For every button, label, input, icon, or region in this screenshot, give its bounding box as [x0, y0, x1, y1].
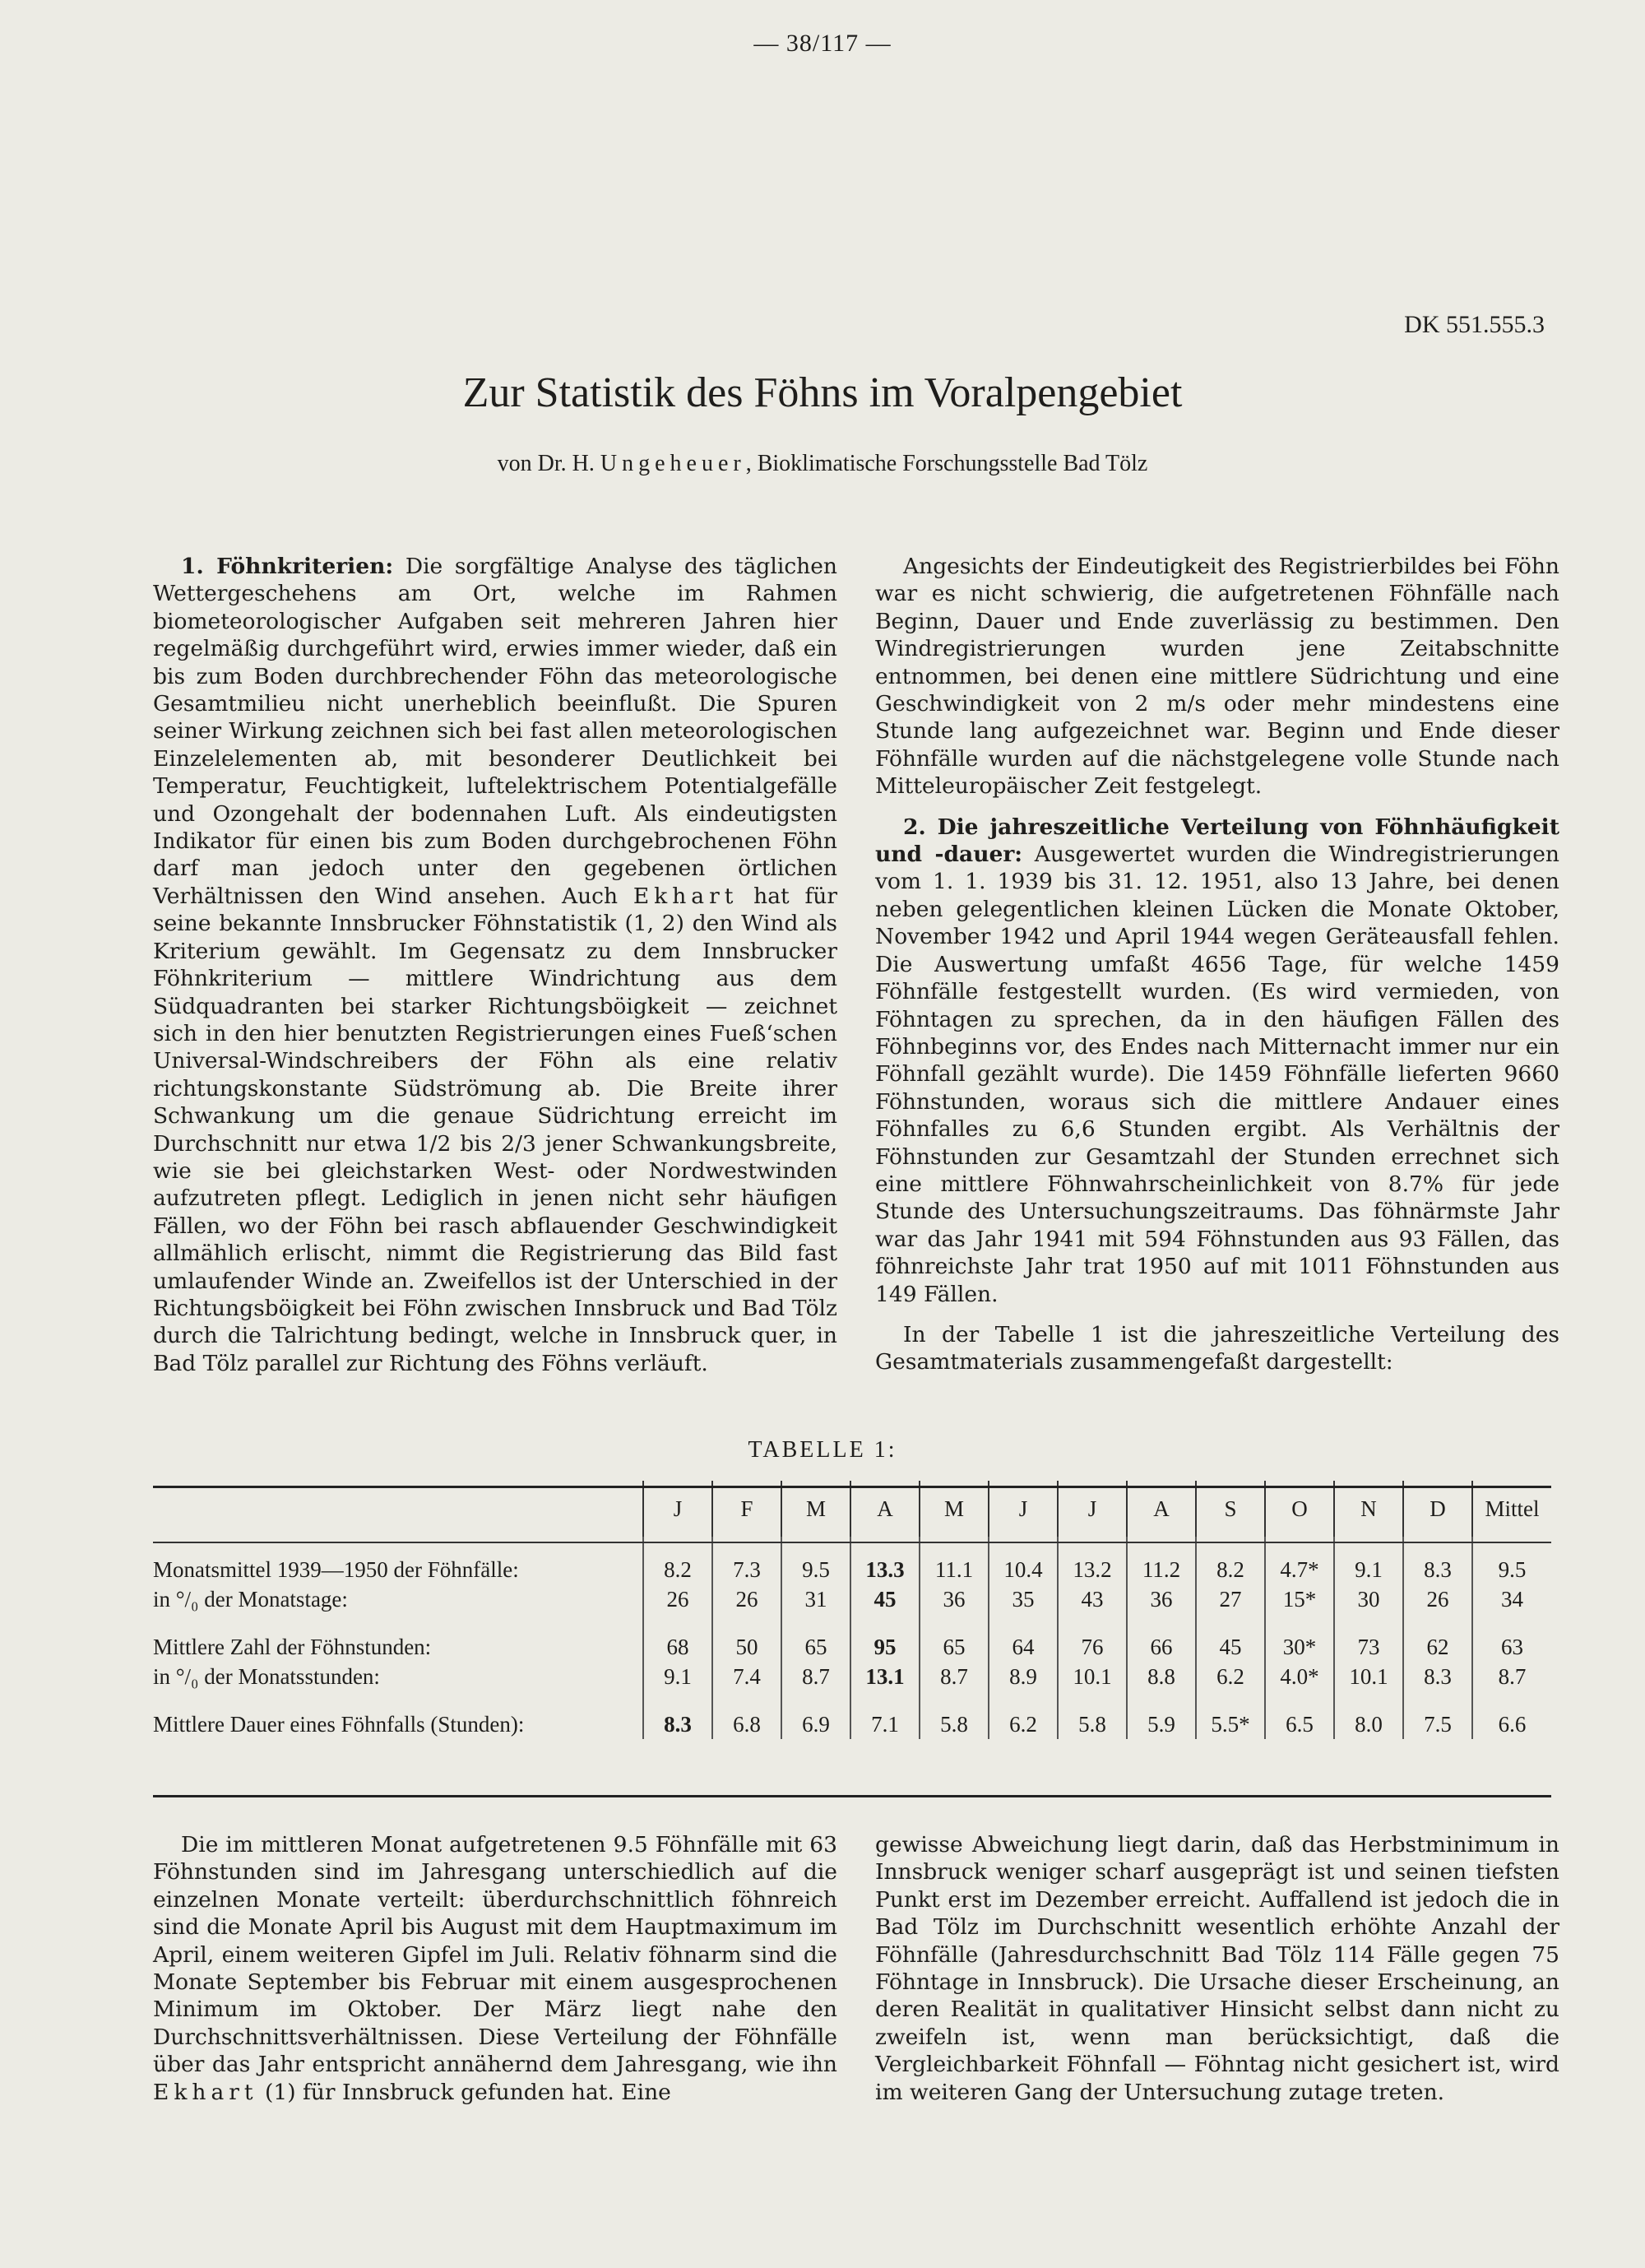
table-rule-top — [153, 1486, 1551, 1488]
table-cell: 68 — [643, 1632, 712, 1662]
table-cell: 66 — [1127, 1632, 1196, 1662]
table-cell: 45 — [1196, 1632, 1265, 1662]
table-cell: 6.5 — [1265, 1709, 1334, 1739]
table-cell: 30 — [1334, 1584, 1403, 1614]
spacer-cell — [781, 1691, 850, 1709]
table-cell: 7.4 — [712, 1662, 781, 1691]
table-1 — [153, 1481, 1551, 1739]
table-cell: 15* — [1265, 1584, 1334, 1614]
table-cell: 50 — [712, 1632, 781, 1662]
table-cell: 8.8 — [1127, 1662, 1196, 1691]
dk-classification: DK 551.555.3 — [1404, 311, 1545, 338]
month-header: D — [1403, 1481, 1472, 1537]
month-header: J — [643, 1481, 712, 1537]
table-cell: 8.2 — [1196, 1555, 1265, 1584]
spacer-cell — [153, 1614, 643, 1632]
table-cell: 8.2 — [643, 1555, 712, 1584]
table-cell: 13.2 — [1058, 1555, 1127, 1584]
spacer-cell — [1472, 1537, 1551, 1555]
paragraph: Angesichts der Eindeutigkeit des Registrierbildes bei Föhn war es nicht schwierig, die aufgetretenen Föhnfälle nach Beginn, Dauer und Ende zuverlässig zu bestimmen. Den Windregistrierungen wurden jene Zeitabschnitte entnommen, bei denen eine mittlere Südrichtung und eine Geschwindigkeit von 2 m/s oder mehr mindestens eine Stunde lang aufgezeichnet war. Beginn und Ende dieser Föhnfälle wurden auf die nächstgelegene volle Stunde nach Mitteleuropäischer Zeit festgelegt. — [875, 554, 1559, 800]
table-cell: 6.2 — [1196, 1662, 1265, 1691]
table-row — [153, 1709, 1551, 1739]
column-top-left — [153, 553, 837, 1390]
spacer-cell — [850, 1537, 920, 1555]
spacer-cell — [989, 1614, 1058, 1632]
table-cell: 5.8 — [1058, 1709, 1127, 1739]
spacer-cell — [920, 1691, 989, 1709]
table-cell: 11.1 — [920, 1555, 989, 1584]
spacer-cell — [1058, 1614, 1127, 1632]
spacer-cell — [643, 1537, 712, 1555]
table-cell: 8.7 — [920, 1662, 989, 1691]
spacer-cell — [1058, 1537, 1127, 1555]
spacer-cell — [1472, 1614, 1551, 1632]
table-rule-header — [153, 1542, 1551, 1543]
table-cell: 45 — [850, 1584, 920, 1614]
spacer-cell — [989, 1537, 1058, 1555]
table-rule-bottom — [153, 1795, 1551, 1797]
table-cell: 11.2 — [1127, 1555, 1196, 1584]
table-cell: 9.1 — [1334, 1555, 1403, 1584]
column-top-right — [875, 553, 1559, 1389]
table-cell: 31 — [781, 1584, 850, 1614]
month-header: A — [850, 1481, 920, 1537]
table-cell: 6.8 — [712, 1709, 781, 1739]
table-row — [153, 1632, 1551, 1662]
month-header: M — [920, 1481, 989, 1537]
table-cell: 5.5* — [1196, 1709, 1265, 1739]
spacer-cell — [712, 1537, 781, 1555]
spacer-cell — [1196, 1537, 1265, 1555]
mean-cell: 63 — [1472, 1632, 1551, 1662]
table-cell: 27 — [1196, 1584, 1265, 1614]
spacer-cell — [781, 1614, 850, 1632]
table-cell: 43 — [1058, 1584, 1127, 1614]
header-blank — [153, 1481, 643, 1537]
table-cell: 10.4 — [989, 1555, 1058, 1584]
row-label: Mittlere Zahl der Föhnstunden: — [153, 1634, 432, 1659]
spacer-cell — [1058, 1691, 1127, 1709]
table-cell: 5.8 — [920, 1709, 989, 1739]
table-body — [153, 1537, 1551, 1739]
month-header: F — [712, 1481, 781, 1537]
byline — [0, 451, 1645, 477]
row-label: in °/₀ der Monatsstunden: — [153, 1663, 380, 1689]
table-cell: 65 — [920, 1632, 989, 1662]
spacer-cell — [1127, 1614, 1196, 1632]
table-row — [153, 1662, 1551, 1691]
paragraph — [875, 814, 1559, 1308]
table-cell: 76 — [1058, 1632, 1127, 1662]
cited-author: Ekhart — [153, 2079, 258, 2105]
spacer-cell — [850, 1614, 920, 1632]
paragraph-text: (1) für Innsbruck gefunden hat. Eine — [257, 2079, 671, 2105]
spacer-cell — [153, 1691, 643, 1709]
table-row — [153, 1555, 1551, 1584]
row-label: Mittlere Dauer eines Föhnfalls (Stunden): — [153, 1711, 525, 1737]
table-cell: 9.5 — [781, 1555, 850, 1584]
paragraph-text: hat für seine bekannte Innsbrucker Föhnstatistik (1, 2) den Wind als Kriterium gewählt. Im Gegensatz zu dem Innsbrucker Föhnkriterium — mittlere Windrichtung aus dem Südquadranten bei starker Richtungsböigkeit — zeichnet sich in den hier benutzten Registrierungen eines Fueß‘schen Universal-Windschreibers der Föhn als eine relativ richtungskonstante Südströmung ab. Die Breite ihrer Schwankung um die genaue Südrichtung erreicht im Durchschnitt nur etwa 1/2 bis 2/3 jener Schwankungsbreite, wie sie bei gleichstarken West- oder Nordwestwinden aufzutreten pflegt. Lediglich in jenen nicht sehr häufigen Fällen, wo der Föhn bei rasch abflauender Geschwindigkeit allmählich erlischt, nimmt die Registrierung das Bild fast umlaufender Winde an. Zweifellos ist der Unterschied in der Richtungsböigkeit bei Föhn zwischen Innsbruck und Bad Tölz durch die Talrichtung bedingt, welche in Innsbruck quer, in Bad Tölz parallel zur Richtung des Föhns verläuft. — [153, 883, 837, 1376]
table-cell: 8.3 — [643, 1709, 712, 1739]
spacer-cell — [1334, 1691, 1403, 1709]
spacer-cell — [1472, 1691, 1551, 1709]
table-row — [153, 1584, 1551, 1614]
spacer-cell — [781, 1537, 850, 1555]
table-cell: 26 — [1403, 1584, 1472, 1614]
spacer-cell — [1265, 1537, 1334, 1555]
table-cell: 30* — [1265, 1632, 1334, 1662]
spacer-cell — [1403, 1691, 1472, 1709]
month-header: O — [1265, 1481, 1334, 1537]
column-bottom-left — [153, 1831, 837, 2119]
table-cell: 6.9 — [781, 1709, 850, 1739]
paragraph — [153, 553, 837, 1377]
spacer-cell — [920, 1537, 989, 1555]
table-cell: 26 — [712, 1584, 781, 1614]
table-cell: 8.3 — [1403, 1555, 1472, 1584]
mean-cell: 34 — [1472, 1584, 1551, 1614]
spacer-cell — [1127, 1691, 1196, 1709]
table-cell: 13.3 — [850, 1555, 920, 1584]
spacer-cell — [1265, 1614, 1334, 1632]
table-spacer-row — [153, 1691, 1551, 1709]
spacer-cell — [712, 1614, 781, 1632]
paragraph-text: Die sorgfältige Analyse des täglichen Wettergeschehens am Ort, welche im Rahmen biometeorologischer Aufgaben seit mehreren Jahren hier regelmäßig durchgeführt wird, erwies immer wieder, daß ein bis zum Boden durchbrechender Föhn das meteorologische Gesamtmilieu nicht unerheblich beeinflußt. Die Spuren seiner Wirkung zeichnen sich bei fast allen meteorologischen Einzelelementen ab, mit besonderer Deutlichkeit bei Temperatur, Feuchtigkeit, luftelektrischem Potentialgefälle und Ozongehalt der bodennahen Luft. Als eindeutigsten Indikator für einen bis zum Boden durchgebrochenen Föhn darf man jedoch unter den gegebenen örtlichen Verhältnissen den Wind ansehen. Auch — [153, 554, 837, 909]
byline-affiliation: , Bioklimatische Forschungsstelle Bad Tölz — [745, 451, 1148, 476]
spacer-cell — [712, 1691, 781, 1709]
paragraph: In der Tabelle 1 ist die jahreszeitliche Verteilung des Gesamtmaterials zusammengefaßt dargestellt: — [875, 1321, 1559, 1375]
month-header: A — [1127, 1481, 1196, 1537]
row-label: in °/₀ der Monatstage: — [153, 1586, 348, 1612]
table-cell: 6.2 — [989, 1709, 1058, 1739]
spacer-cell — [920, 1614, 989, 1632]
month-header: J — [1058, 1481, 1127, 1537]
month-header: S — [1196, 1481, 1265, 1537]
table-cell: 95 — [850, 1632, 920, 1662]
paragraph-text: Die im mittleren Monat aufgetretenen 9.5 Föhnfälle mit 63 Föhnstunden sind im Jahresgang unterschiedlich auf die einzelnen Monate verteilt: überdurchschnittlich föhnreich sind die Monate April bis August mit dem Hauptmaximum im April, einem weiteren Gipfel im Juli. Relativ föhnarm sind die Monate September bis Februar mit einem ausgesprochenen Minimum im Oktober. Der März liegt nahe den Durchschnittsverhältnissen. Diese Verteilung der Föhnfälle über das Jahr entspricht annähernd dem Jahresgang, wie ihn — [153, 1832, 837, 2078]
table-header-row — [153, 1481, 1551, 1537]
table-spacer-row — [153, 1614, 1551, 1632]
table-cell: 7.1 — [850, 1709, 920, 1739]
section-heading: 1. Föhnkriterien: — [181, 554, 394, 579]
spacer-cell — [989, 1691, 1058, 1709]
table-cell: 7.5 — [1403, 1709, 1472, 1739]
month-header: J — [989, 1481, 1058, 1537]
spacer-cell — [1127, 1537, 1196, 1555]
month-header: N — [1334, 1481, 1403, 1537]
mean-cell: 6.6 — [1472, 1709, 1551, 1739]
table-caption: TABELLE 1: — [748, 1437, 897, 1463]
spacer-cell — [643, 1614, 712, 1632]
table-cell: 7.3 — [712, 1555, 781, 1584]
month-header: M — [781, 1481, 850, 1537]
table-cell: 9.1 — [643, 1662, 712, 1691]
paragraph: gewisse Abweichung liegt darin, daß das Herbstminimum in Innsbruck weniger scharf ausgeprägt ist und seinen tiefsten Punkt erst im Dezember erreicht. Auffallend ist jedoch die in Bad Tölz im Durchschnitt wesentlich erhöhte Anzahl der Föhnfälle (Jahresdurchschnitt Bad Tölz 114 Fälle gegen 75 Föhntage in Innsbruck). Die Ursache dieser Erscheinung, an deren Realität in qualitativer Hinsicht selbst dann nicht zu zweifeln ist, wenn man berücksichtigt, daß die Vergleichbarkeit Föhnfall — Föhntag nicht gesichert ist, wird im weiteren Gang der Untersuchung zutage treten. — [875, 1832, 1559, 2105]
spacer-cell — [153, 1537, 643, 1555]
table-cell: 62 — [1403, 1632, 1472, 1662]
spacer-cell — [1196, 1691, 1265, 1709]
table-cell: 64 — [989, 1632, 1058, 1662]
spacer-cell — [850, 1691, 920, 1709]
spacer-cell — [1196, 1614, 1265, 1632]
spacer-cell — [1265, 1691, 1334, 1709]
table-cell: 4.0* — [1265, 1662, 1334, 1691]
spacer-cell — [1334, 1614, 1403, 1632]
cited-author: Ekhart — [633, 883, 739, 909]
column-bottom-right — [875, 1831, 1559, 2119]
spacer-cell — [643, 1691, 712, 1709]
mean-header: Mittel — [1472, 1481, 1551, 1537]
paragraph — [153, 1831, 837, 2106]
table-cell: 36 — [1127, 1584, 1196, 1614]
spacer-cell — [1403, 1614, 1472, 1632]
article-title: Zur Statistik des Föhns im Voralpengebiet — [462, 369, 1183, 416]
row-label: Monatsmittel 1939—1950 der Föhnfälle: — [153, 1556, 519, 1582]
table-cell: 8.3 — [1403, 1662, 1472, 1691]
table-cell: 8.9 — [989, 1662, 1058, 1691]
page-number: — 38/117 — — [753, 30, 892, 57]
paragraph-text: Ausgewertet wurden die Windregistrierungen vom 1. 1. 1939 bis 31. 12. 1951, also 13 Jahre, bei denen neben gelegentlichen kleinen Lücken die Monate Oktober, November 1942 und April 1944 wegen Geräteausfall fehlen. Die Auswertung umfaßt 4656 Tage, für welche 1459 Föhnfälle festgestellt wurden. (Es wird vermieden, von Föhntagen zu sprechen, da in den häufigen Fällen des Föhnbeginns vor, des Endes nach Mitternacht immer nur ein Föhnfall gezählt wurde). Die 1459 Föhnfälle lieferten 9660 Föhnstunden, woraus sich die mittlere Andauer eines Föhnfalles zu 6,6 Stunden ergibt. Als Verhältnis der Föhnstunden zur Gesamtzahl der Stunden errechnet sich eine mittlere Föhnwahrscheinlichkeit von 8.7% für jede Stunde des Untersuchungszeitraums. Das föhnärmste Jahr war das Jahr 1941 mit 594 Föhnstunden aus 93 Fällen, das föhnreichste Jahr trat 1950 auf mit 1011 Föhnstunden aus 149 Fällen. — [875, 842, 1559, 1307]
spacer-cell — [1403, 1537, 1472, 1555]
spacer-cell — [1334, 1537, 1403, 1555]
mean-cell: 9.5 — [1472, 1555, 1551, 1584]
byline-prefix: von Dr. H. — [497, 451, 600, 476]
foehn-table — [153, 1481, 1551, 1739]
table-cell: 8.7 — [781, 1662, 850, 1691]
author-name: Ungeheuer — [600, 451, 746, 476]
section-heading: 2. Die jahreszeitliche Verteilung von Föhnhäufigkeit und -dauer: — [875, 814, 1559, 868]
table-spacer-row — [153, 1537, 1551, 1555]
table-cell: 36 — [920, 1584, 989, 1614]
table-cell: 65 — [781, 1632, 850, 1662]
table-cell: 4.7* — [1265, 1555, 1334, 1584]
table-cell: 13.1 — [850, 1662, 920, 1691]
table-cell: 5.9 — [1127, 1709, 1196, 1739]
table-cell: 10.1 — [1334, 1662, 1403, 1691]
table-cell: 10.1 — [1058, 1662, 1127, 1691]
table-cell: 26 — [643, 1584, 712, 1614]
table-cell: 35 — [989, 1584, 1058, 1614]
table-cell: 8.0 — [1334, 1709, 1403, 1739]
table-cell: 73 — [1334, 1632, 1403, 1662]
mean-cell: 8.7 — [1472, 1662, 1551, 1691]
